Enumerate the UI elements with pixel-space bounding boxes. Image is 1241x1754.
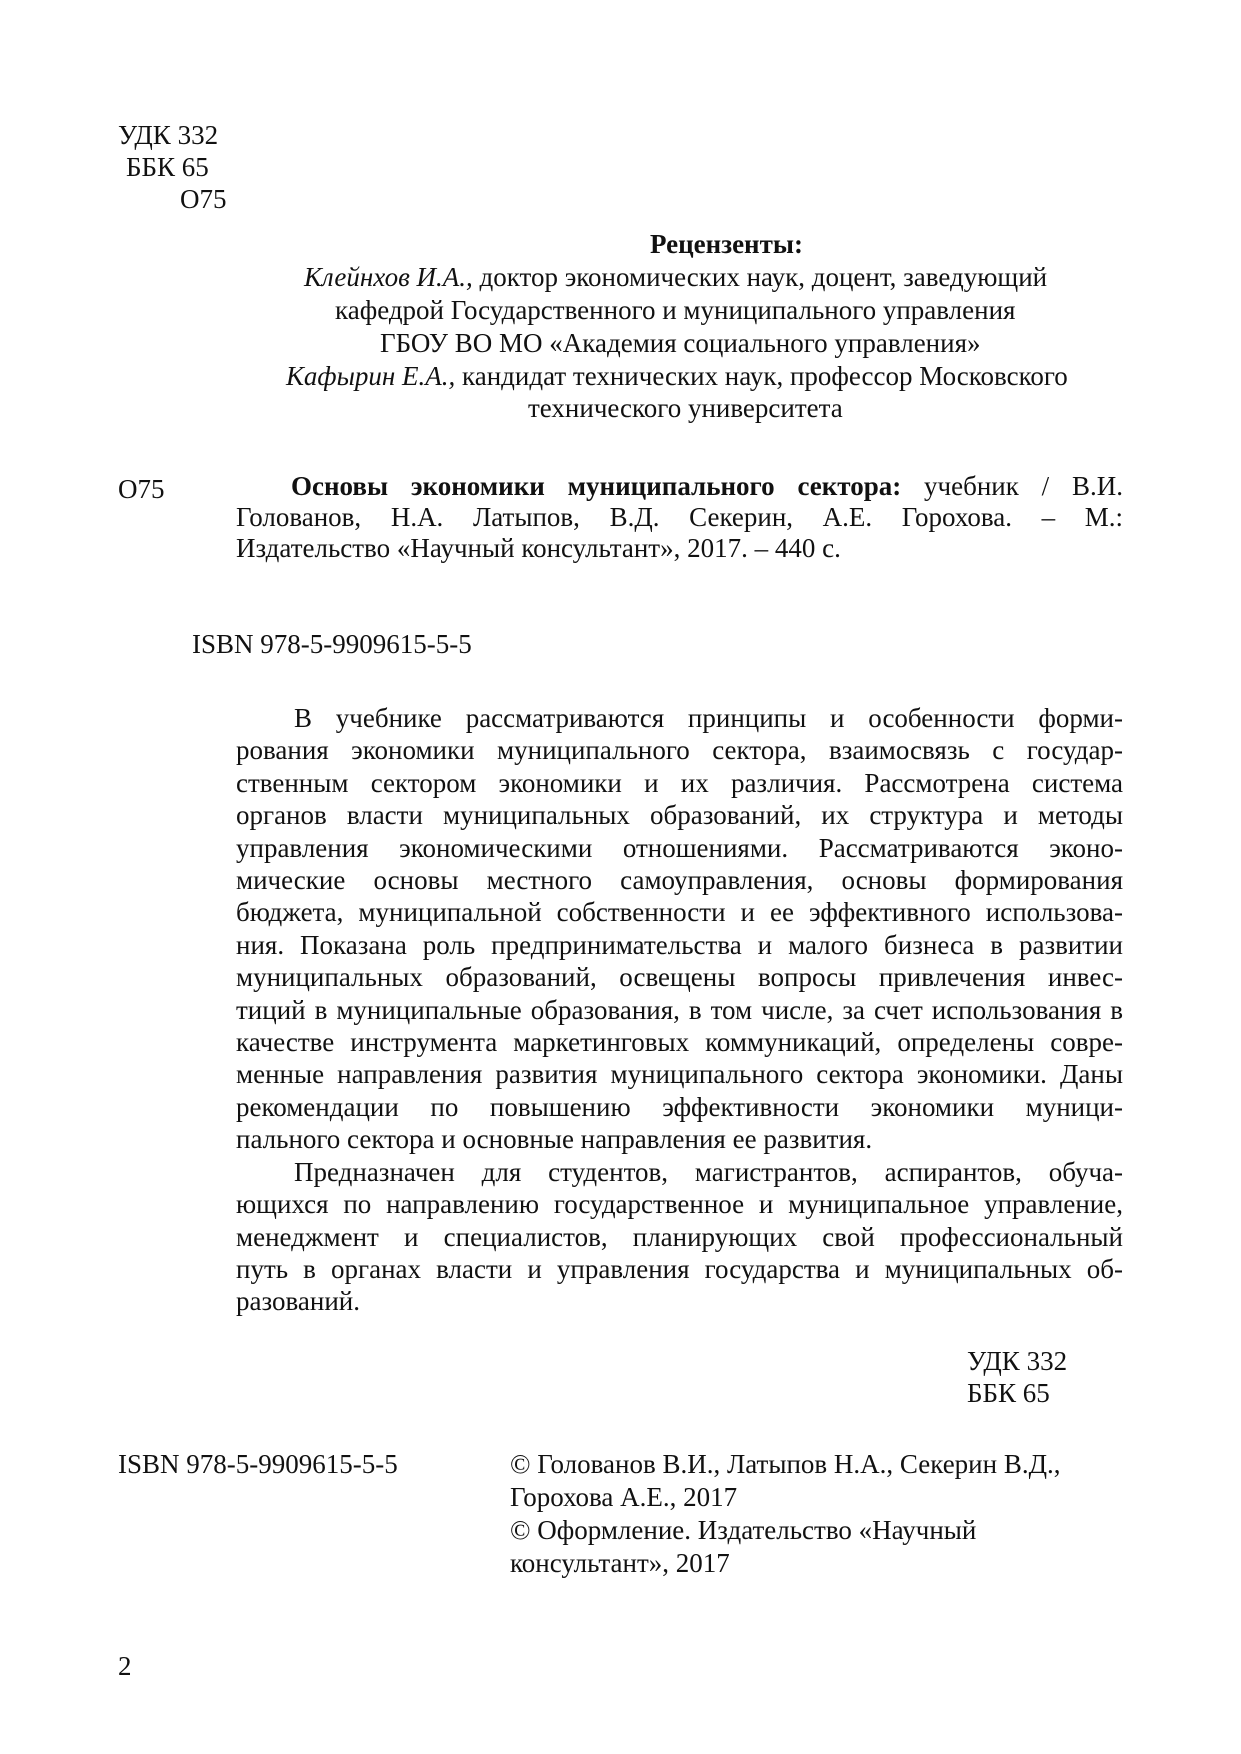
annotation-line: рекомендации по повышению эффективности экономики муници- [236,1091,1123,1122]
bib-line-2: Голованов, Н.А. Латыпов, В.Д. Секерин, А.Е. Горохова. – М.: [236,502,1123,532]
annotation-line: качестве инструмента маркетинговых коммуникаций, определены совре- [236,1027,1123,1058]
udk-code-bottom: УДК 332 [967,1346,1068,1376]
bbk-code-top: ББК 65 [126,152,209,182]
annotation-line: В учебнике рассматриваются принципы и особенности форми- [294,703,1123,733]
annotation-line: ния. Показана роль предпринимательства и малого бизнеса в развитии [236,929,1123,960]
annotation-line: пального сектора и основные направления ее развития. [236,1124,873,1155]
annotation-line: рования экономики муниципального сектора, взаимосвязь с государ- [236,735,1123,766]
copyright-line-2: Горохова А.Е., 2017 [510,1482,738,1512]
bbk-code-bottom: ББК 65 [967,1378,1050,1408]
bib-author-mark: О75 [118,474,165,504]
annotation-line: ственным сектором экономики и их различия. Рассмотрена система [236,767,1123,798]
reviewer-2-position: кандидат технических наук, профессор Московского [455,361,1068,391]
copyright-line-1: © Голованов В.И., Латыпов Н.А., Секерин В.Д., [510,1449,1061,1479]
annotation-line: управления экономическими отношениями. Рассматриваются эконо- [236,832,1123,863]
isbn-top: ISBN 978-5-9909615-5-5 [192,629,472,659]
annotation-line: тиций в муниципальные образования, в том числе, за счет использования в [236,994,1123,1025]
annotation-line: разований. [236,1286,360,1317]
bib-line-1: Основы экономики муниципального сектора: учебник / В.И. [291,471,1123,501]
annotation-line: бюджета, муниципальной собственности и ее эффективного использова- [236,897,1123,928]
reviewer-2-line-1 [286,362,1068,391]
page-number: 2 [118,1651,132,1681]
copyright-line-4: консультант», 2017 [510,1548,730,1578]
annotation-line: менеджмент и специалистов, планирующих свой профессиональный [236,1221,1123,1252]
reviewers-title: Рецензенты: [650,229,803,259]
annotation-line: менные направления развития муниципального сектора экономики. Даны [236,1059,1123,1090]
copyright-line-3: © Оформление. Издательство «Научный [510,1515,977,1545]
udk-code-top: УДК 332 [118,120,219,150]
annotation-line: мические основы местного самоуправления, основы формирования [236,865,1123,896]
book-title: Основы экономики муниципального сектора: [291,471,902,501]
bib-line-3: Издательство «Научный консультант», 2017. – 440 с. [236,533,841,563]
reviewer-1-name: Клейнхов И.А., [304,262,473,292]
reviewer-1-line-1 [304,263,1047,292]
reviewer-2-name: Кафырин Е.А., [286,361,456,391]
annotation-line: Предназначен для студентов, магистрантов, аспирантов, обуча- [294,1156,1123,1187]
bibliographic-record [236,471,1123,564]
annotation [236,702,1123,1318]
reviewer-1-position: доктор экономических наук, доцент, заведующий [472,262,1048,292]
reviewer-2-line-2: технического университета [528,393,843,423]
reviewer-1-line-3: ГБОУ ВО МО «Академия социального управления» [380,328,981,358]
author-mark-top: О75 [180,184,227,214]
annotation-line: путь в органах власти и управления государства и муниципальных об- [236,1253,1123,1284]
annotation-line: ющихся по направлению государственное и муниципальное управление, [236,1189,1123,1220]
isbn-bottom: ISBN 978-5-9909615-5-5 [118,1449,398,1479]
annotation-paragraph-2 [236,1156,1123,1318]
annotation-line: муниципальных образований, освещены вопросы привлечения инвес- [236,962,1123,993]
reviewer-1-line-2: кафедрой Государственного и муниципального управления [335,295,1016,325]
annotation-paragraph-1 [236,702,1123,1156]
annotation-line: органов власти муниципальных образований, их структура и методы [236,800,1123,831]
